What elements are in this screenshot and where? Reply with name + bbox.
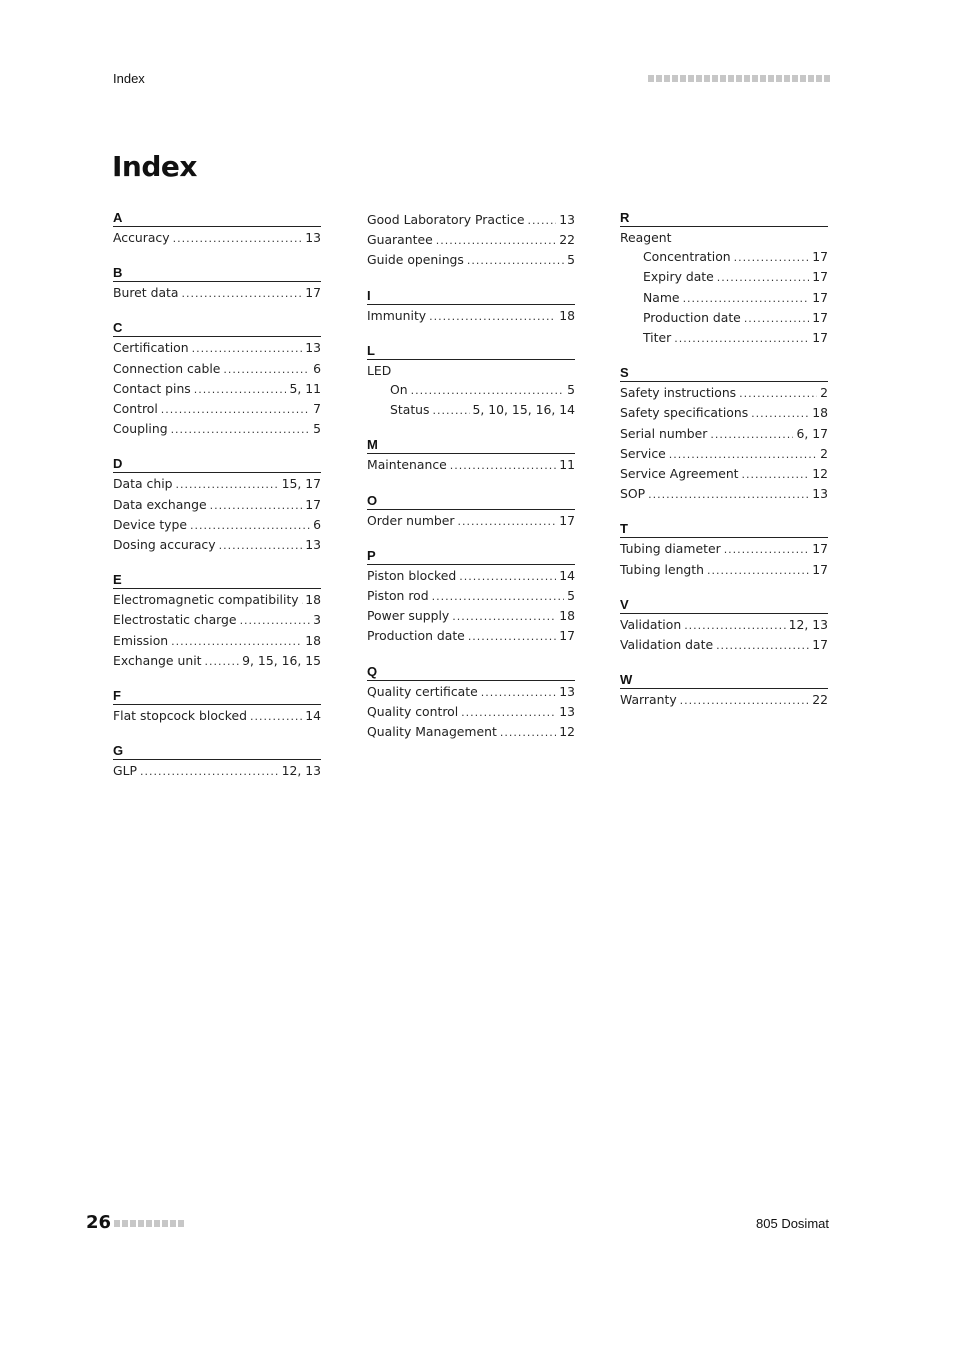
- leader-dots: [223, 360, 310, 379]
- index-page-refs: 17: [812, 269, 828, 285]
- index-letter-heading: P: [367, 548, 575, 565]
- index-term: Contact pins: [113, 380, 191, 396]
- index-page-refs: 13: [812, 486, 828, 502]
- leader-dots: [716, 636, 809, 655]
- index-page-refs: 12: [559, 724, 575, 740]
- running-header-title: Index: [113, 71, 145, 86]
- index-term: Warranty: [620, 692, 677, 708]
- index-term: Tubing length: [620, 561, 704, 577]
- index-group: [113, 572, 321, 671]
- index-term: Service Agreement: [620, 466, 739, 482]
- index-page-refs: 6: [313, 360, 321, 376]
- leader-dots: [302, 591, 303, 610]
- index-term: Piston rod: [367, 588, 429, 604]
- decoration-square: [736, 75, 742, 82]
- index-entry: [620, 308, 828, 328]
- index-term: LED: [367, 362, 392, 378]
- leader-dots: [684, 616, 785, 635]
- index-entry: [367, 250, 575, 270]
- index-term: Data chip: [113, 476, 173, 492]
- index-page-refs: 2: [820, 445, 828, 461]
- index-entry: [367, 682, 575, 702]
- decoration-square: [114, 1220, 120, 1227]
- index-group: [367, 437, 575, 475]
- index-page-refs: 18: [559, 307, 575, 323]
- index-entry: [367, 380, 575, 400]
- index-page-refs: 7: [313, 401, 321, 417]
- index-entry: [113, 283, 321, 303]
- index-term: Quality control: [367, 703, 459, 719]
- decoration-square: [138, 1220, 144, 1227]
- decoration-square: [672, 75, 678, 82]
- decoration-square: [800, 75, 806, 82]
- leader-dots: [674, 329, 809, 348]
- leader-dots: [739, 384, 817, 403]
- index-entry: [367, 400, 575, 420]
- index-entry: [113, 610, 321, 630]
- index-entry: [620, 560, 828, 580]
- index-letter-heading: R: [620, 210, 828, 227]
- index-entry: [367, 361, 575, 380]
- index-entry: [620, 228, 828, 247]
- decoration-square: [704, 75, 710, 82]
- decoration-square: [122, 1220, 128, 1227]
- leader-dots: [432, 587, 565, 606]
- index-page-refs: 5, 10, 15, 16, 14: [472, 402, 575, 418]
- index-group: [367, 548, 575, 647]
- index-group: [367, 493, 575, 531]
- index-entry: [620, 288, 828, 308]
- leader-dots: [182, 284, 303, 303]
- leader-dots: [171, 420, 311, 439]
- index-entry: [113, 535, 321, 555]
- leader-dots: [458, 512, 557, 531]
- index-page-refs: 14: [559, 567, 575, 583]
- decoration-square: [656, 75, 662, 82]
- leader-dots: [192, 339, 303, 358]
- leader-dots: [710, 425, 793, 444]
- decoration-square: [130, 1220, 136, 1227]
- index-term: Titer: [643, 330, 672, 346]
- index-entry: [620, 464, 828, 484]
- decoration-square: [712, 75, 718, 82]
- decoration-square: [784, 75, 790, 82]
- decoration-square: [808, 75, 814, 82]
- decoration-square: [792, 75, 798, 82]
- index-entry: [620, 539, 828, 559]
- leader-dots: [707, 561, 809, 580]
- index-letter-heading: M: [367, 437, 575, 454]
- decoration-square: [696, 75, 702, 82]
- index-entry: [367, 210, 575, 230]
- leader-dots: [742, 465, 810, 484]
- leader-dots: [171, 632, 302, 651]
- leader-dots: [734, 248, 810, 267]
- leader-dots: [751, 404, 809, 423]
- index-term: Flat stopcock blocked: [113, 708, 247, 724]
- index-letter-heading: V: [620, 597, 828, 614]
- index-letter-heading: L: [367, 343, 575, 360]
- index-page-refs: 17: [305, 496, 321, 512]
- leader-dots: [683, 289, 810, 308]
- leader-dots: [140, 762, 279, 781]
- index-term: Certification: [113, 340, 189, 356]
- index-term: Coupling: [113, 421, 168, 437]
- index-group: [620, 597, 828, 655]
- index-entry: [620, 383, 828, 403]
- index-term: Control: [113, 401, 158, 417]
- index-term: SOP: [620, 486, 646, 502]
- index-page-refs: 6, 17: [796, 425, 828, 441]
- index-term: Maintenance: [367, 457, 447, 473]
- index-entry: [367, 722, 575, 742]
- index-entry: [367, 586, 575, 606]
- leader-dots: [240, 611, 311, 630]
- index-letter-heading: G: [113, 743, 321, 760]
- index-column-2: [367, 210, 575, 759]
- index-letter-heading: I: [367, 288, 575, 305]
- index-term: Connection cable: [113, 360, 221, 376]
- index-page-refs: 12, 13: [281, 763, 321, 779]
- index-term: Quality Management: [367, 724, 497, 740]
- index-letter-heading: S: [620, 365, 828, 382]
- index-entry: [620, 267, 828, 287]
- index-entry: [113, 419, 321, 439]
- index-group: [113, 265, 321, 303]
- decoration-square: [688, 75, 694, 82]
- index-term: Emission: [113, 632, 169, 648]
- leader-dots: [429, 307, 556, 326]
- index-term: Electrostatic charge: [113, 612, 237, 628]
- index-entry: [620, 444, 828, 464]
- index-entry: [113, 359, 321, 379]
- index-column-1: [113, 210, 321, 798]
- index-entry: [367, 511, 575, 531]
- page-number: 26: [86, 1212, 112, 1233]
- index-page-refs: 17: [559, 512, 575, 528]
- index-page-refs: 17: [812, 561, 828, 577]
- index-page-refs: 22: [812, 692, 828, 708]
- leader-dots: [467, 251, 564, 270]
- index-letter-heading: Q: [367, 664, 575, 681]
- index-page-refs: 17: [812, 541, 828, 557]
- index-term: Service: [620, 445, 666, 461]
- index-page-refs: 14: [305, 708, 321, 724]
- index-letter-heading: D: [113, 456, 321, 473]
- index-page-refs: 17: [812, 637, 828, 653]
- index-group: [620, 672, 828, 710]
- index-term: Serial number: [620, 425, 708, 441]
- index-letter-heading: W: [620, 672, 828, 689]
- index-entry: [367, 606, 575, 626]
- leader-dots: [450, 456, 556, 475]
- leader-dots: [459, 567, 556, 586]
- index-term: Exchange unit: [113, 652, 202, 668]
- leader-dots: [669, 445, 817, 464]
- index-letter-heading: O: [367, 493, 575, 510]
- leader-dots: [432, 401, 469, 420]
- decoration-square: [744, 75, 750, 82]
- index-page-refs: 17: [812, 330, 828, 346]
- index-entry: [620, 424, 828, 444]
- index-group: [367, 210, 575, 271]
- index-entry: [113, 515, 321, 535]
- index-term: Status: [390, 402, 430, 418]
- index-page-refs: 5: [567, 252, 575, 268]
- index-page-refs: 5: [313, 421, 321, 437]
- page-title: Index: [112, 150, 197, 183]
- leader-dots: [461, 703, 556, 722]
- leader-dots: [452, 607, 556, 626]
- index-entry: [367, 230, 575, 250]
- index-page-refs: 17: [812, 309, 828, 325]
- index-page-refs: 15, 17: [281, 476, 321, 492]
- index-group: [113, 688, 321, 726]
- leader-dots: [648, 485, 809, 504]
- index-letter-heading: A: [113, 210, 321, 227]
- index-page-refs: 18: [305, 632, 321, 648]
- decoration-square: [146, 1220, 152, 1227]
- leader-dots: [219, 536, 303, 555]
- index-entry: [620, 403, 828, 423]
- index-entry: [367, 626, 575, 646]
- leader-dots: [173, 229, 303, 248]
- decoration-square: [680, 75, 686, 82]
- index-page-refs: 13: [559, 683, 575, 699]
- index-entry: [620, 690, 828, 710]
- index-letter-heading: T: [620, 521, 828, 538]
- index-term: Order number: [367, 512, 455, 528]
- index-term: Concentration: [643, 249, 731, 265]
- index-term: Electromagnetic compatibility: [113, 592, 299, 608]
- decoration-square: [162, 1220, 168, 1227]
- leader-dots: [468, 627, 556, 646]
- decoration-square: [170, 1220, 176, 1227]
- leader-dots: [680, 691, 810, 710]
- index-term: GLP: [113, 763, 137, 779]
- index-entry: [367, 455, 575, 475]
- decoration-square: [664, 75, 670, 82]
- index-term: Guarantee: [367, 232, 433, 248]
- index-term: Validation: [620, 616, 682, 632]
- index-page-refs: 13: [305, 537, 321, 553]
- index-term: Immunity: [367, 307, 427, 323]
- index-term: Buret data: [113, 285, 179, 301]
- index-entry: [620, 635, 828, 655]
- index-term: Dosing accuracy: [113, 537, 216, 553]
- index-entry: [113, 228, 321, 248]
- index-page-refs: 13: [559, 212, 575, 227]
- index-entry: [367, 566, 575, 586]
- index-letter-heading: E: [113, 572, 321, 589]
- leader-dots: [176, 475, 279, 494]
- leader-dots: [210, 496, 303, 515]
- index-page-refs: 12: [812, 466, 828, 482]
- leader-dots: [724, 540, 810, 559]
- index-term: Quality certificate: [367, 683, 478, 699]
- index-entry: [113, 399, 321, 419]
- index-term: Name: [643, 289, 680, 305]
- index-entry: [113, 379, 321, 399]
- index-page-refs: 17: [305, 285, 321, 301]
- leader-dots: [744, 309, 809, 328]
- leader-dots: [194, 380, 287, 399]
- leader-dots: [481, 683, 556, 702]
- leader-dots: [205, 652, 240, 671]
- leader-dots: [500, 723, 556, 742]
- decoration-square: [154, 1220, 160, 1227]
- index-group: [367, 288, 575, 326]
- index-page-refs: 5: [567, 588, 575, 604]
- index-term: Reagent: [620, 230, 672, 245]
- index-page-refs: 18: [559, 608, 575, 624]
- index-entry: [113, 761, 321, 781]
- index-page-refs: 17: [812, 289, 828, 305]
- index-letter-heading: F: [113, 688, 321, 705]
- index-page-refs: 12, 13: [788, 616, 828, 632]
- index-page-refs: 22: [559, 232, 575, 248]
- index-group: [367, 343, 575, 421]
- index-term: Accuracy: [113, 230, 170, 245]
- index-page-refs: 13: [305, 230, 321, 245]
- index-entry: [620, 328, 828, 348]
- index-group: [113, 210, 321, 248]
- index-page-refs: 2: [820, 385, 828, 401]
- index-page-refs: 11: [559, 457, 575, 473]
- index-term: Piston blocked: [367, 567, 457, 583]
- index-term: Production date: [367, 628, 465, 644]
- index-entry: [113, 474, 321, 494]
- index-group: [620, 210, 828, 348]
- header-decoration: [648, 75, 830, 82]
- index-entry: [113, 631, 321, 651]
- index-term: Safety instructions: [620, 385, 737, 401]
- index-column-3: [620, 210, 828, 727]
- index-group: [113, 456, 321, 555]
- decoration-square: [720, 75, 726, 82]
- leader-dots: [250, 707, 302, 726]
- decoration-square: [752, 75, 758, 82]
- decoration-square: [728, 75, 734, 82]
- index-entry: [113, 495, 321, 515]
- index-page-refs: 18: [812, 405, 828, 421]
- index-term: Device type: [113, 516, 187, 532]
- decoration-square: [776, 75, 782, 82]
- index-term: On: [390, 382, 408, 398]
- leader-dots: [717, 268, 809, 287]
- decoration-square: [648, 75, 654, 82]
- index-entry: [620, 615, 828, 635]
- index-term: Tubing diameter: [620, 541, 721, 557]
- decoration-square: [824, 75, 830, 82]
- index-page-refs: 13: [559, 703, 575, 719]
- index-term: Safety specifications: [620, 405, 749, 421]
- index-page-refs: 17: [812, 249, 828, 265]
- index-term: Good Laboratory Practice: [367, 212, 525, 227]
- index-page-refs: 5: [567, 382, 575, 398]
- index-group: [113, 320, 321, 439]
- leader-dots: [436, 231, 557, 250]
- index-letter-heading: B: [113, 265, 321, 282]
- index-entry: [113, 338, 321, 358]
- footer-decoration: [114, 1220, 184, 1227]
- index-entry: [620, 247, 828, 267]
- index-entry: [367, 702, 575, 722]
- index-term: Power supply: [367, 608, 450, 624]
- index-group: [113, 743, 321, 781]
- index-group: [367, 664, 575, 743]
- index-entry: [367, 306, 575, 326]
- leader-dots: [411, 381, 565, 400]
- index-term: Guide openings: [367, 252, 464, 268]
- index-term: Production date: [643, 309, 741, 325]
- index-entry: [620, 484, 828, 504]
- index-group: [620, 521, 828, 579]
- index-page-refs: 18: [305, 592, 321, 608]
- decoration-square: [816, 75, 822, 82]
- index-entry: [113, 651, 321, 671]
- product-name: 805 Dosimat: [756, 1216, 829, 1231]
- leader-dots: [161, 400, 310, 419]
- index-group: [620, 365, 828, 504]
- index-page-refs: 3: [313, 612, 321, 628]
- index-page-refs: 6: [313, 516, 321, 532]
- decoration-square: [178, 1220, 184, 1227]
- index-page-refs: 17: [559, 628, 575, 644]
- index-page-refs: 5, 11: [289, 380, 321, 396]
- index-page-refs: 13: [305, 340, 321, 356]
- index-term: Data exchange: [113, 496, 207, 512]
- index-entry: [113, 706, 321, 726]
- decoration-square: [768, 75, 774, 82]
- index-entry: [113, 590, 321, 610]
- leader-dots: [528, 211, 557, 230]
- index-term: Expiry date: [643, 269, 714, 285]
- decoration-square: [760, 75, 766, 82]
- index-letter-heading: C: [113, 320, 321, 337]
- index-page-refs: 9, 15, 16, 15: [242, 652, 321, 668]
- index-term: Validation date: [620, 637, 714, 653]
- leader-dots: [190, 516, 310, 535]
